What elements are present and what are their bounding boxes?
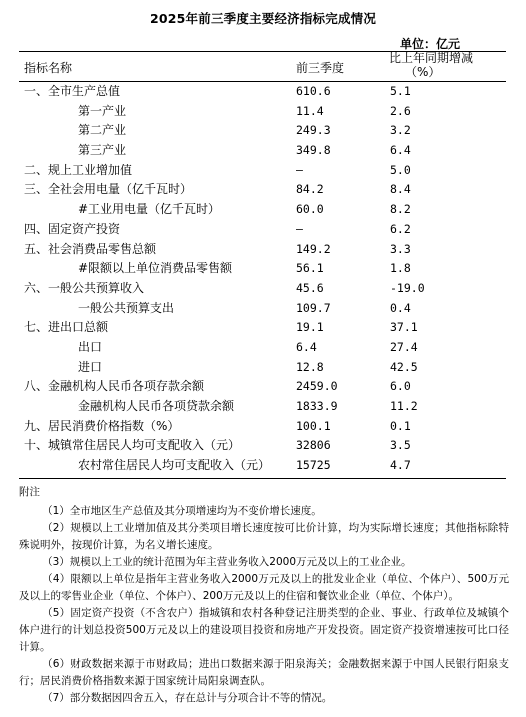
- row-value: 249.3: [296, 123, 331, 138]
- table-row: [0, 358, 526, 378]
- row-change: 8.2: [390, 202, 411, 217]
- row-name: 农村常住居民人均可支配收入（元）: [78, 458, 271, 473]
- row-change: 27.4: [390, 339, 418, 354]
- row-value: 19.1: [296, 320, 324, 335]
- row-value: 149.2: [296, 241, 331, 256]
- row-value: —: [296, 162, 303, 177]
- table-row: [0, 397, 526, 417]
- notes-section: [19, 482, 509, 707]
- row-value: 12.8: [296, 359, 324, 374]
- row-value: 84.2: [296, 182, 324, 197]
- note-item: （3）规模以上工业的统计范围为年主营业务收入2000万元及以上的工业企业。: [42, 556, 412, 568]
- note-item: （6）财政数据来源于市财政局；进出口数据来源于阳泉海关；金融数据来源于中国人民银行阳泉支行；居民消费价格指数来源于国家统计局阳泉调查队。: [19, 658, 509, 687]
- row-change: 3.5: [390, 438, 411, 453]
- table-row: [0, 377, 526, 397]
- table-row: [0, 82, 526, 102]
- row-name: 第一产业: [78, 103, 127, 118]
- row-value: 60.0: [296, 202, 324, 217]
- row-value: 32806: [296, 438, 331, 453]
- column-header-change-line1: 比上年同期增减: [389, 51, 474, 65]
- row-value: 45.6: [296, 280, 324, 295]
- row-name: 六、一般公共预算收入: [24, 280, 145, 295]
- row-change: 1.8: [390, 261, 411, 276]
- table-row: [0, 121, 526, 141]
- row-change: 6.4: [390, 143, 411, 158]
- row-value: 610.6: [296, 84, 331, 98]
- column-header-name: 指标名称: [24, 61, 73, 75]
- row-change: 5.1: [390, 84, 411, 98]
- row-name: 九、居民消费价格指数（%）: [24, 418, 180, 433]
- page-title: 2025年前三季度主要经济指标完成情况: [149, 11, 377, 26]
- column-header-change-line2: （%）: [405, 65, 441, 79]
- row-name: 出口: [78, 339, 103, 354]
- row-name: 十、城镇常住居民人均可支配收入（元）: [24, 438, 241, 453]
- table-row: [0, 141, 526, 161]
- row-value: 2459.0: [296, 379, 338, 394]
- row-change: 3.2: [390, 123, 411, 138]
- row-change: 3.3: [390, 241, 411, 256]
- table-row: [0, 456, 526, 476]
- table-row: [0, 318, 526, 338]
- note-item: （1）全市地区生产总值及其分项增速均为不变价增长速度。: [42, 505, 322, 517]
- table-row: [0, 279, 526, 299]
- column-header-change: [389, 51, 473, 79]
- table-row: [0, 102, 526, 122]
- row-name: 七、进出口总额: [24, 320, 109, 335]
- table-row: [0, 220, 526, 240]
- row-change: 2.6: [390, 103, 411, 118]
- table-row: [0, 417, 526, 437]
- row-name: #限额以上单位消费品零售额: [78, 261, 233, 276]
- row-change: 11.2: [390, 399, 418, 413]
- table-row: [0, 200, 526, 220]
- row-change: -19.0: [390, 280, 425, 295]
- table-bottom-rule: [19, 478, 506, 479]
- table-row: [0, 259, 526, 279]
- row-name: 一、全市生产总值: [24, 84, 121, 98]
- row-change: 0.1: [390, 418, 411, 433]
- row-change: 8.4: [390, 182, 411, 197]
- row-value: 1833.9: [296, 399, 338, 413]
- row-name: 二、规上工业增加值: [24, 162, 133, 177]
- table-row: [0, 180, 526, 200]
- row-change: 5.0: [390, 162, 411, 177]
- row-name: 八、金融机构人民币各项存款余额: [24, 379, 205, 394]
- row-value: 6.4: [296, 339, 317, 354]
- row-change: 0.4: [390, 300, 411, 315]
- table-row: [0, 240, 526, 260]
- table-row: [0, 299, 526, 319]
- row-name: #工业用电量（亿千瓦时）: [78, 202, 221, 217]
- row-name: 第三产业: [78, 143, 127, 158]
- row-change: 37.1: [390, 320, 418, 335]
- row-value: 100.1: [296, 418, 331, 433]
- table-row: [0, 338, 526, 358]
- unit-label: 单位：亿元: [399, 37, 460, 51]
- note-item: （4）限额以上单位是指年主营业务收入2000万元及以上的批发业企业（单位、个体户）、500万元及以上的零售业企业（单位、个体户）、200万元及以上的住宿和餐饮业企业（单位、个体户）。: [19, 573, 509, 602]
- column-header-value: 前三季度: [296, 61, 345, 75]
- row-name: 四、固定资产投资: [24, 221, 121, 236]
- row-value: 109.7: [296, 300, 331, 315]
- row-value: 56.1: [296, 261, 324, 276]
- row-change: 4.7: [390, 458, 411, 473]
- note-item: （7）部分数据因四舍五入，存在总计与分项合计不等的情况。: [42, 692, 333, 704]
- note-item: （2）规模以上工业增加值及其分类项目增长速度按可比价计算，均为实际增长速度；其他指标除特殊说明外，按现价计算，为名义增长速度。: [19, 522, 509, 551]
- row-name: 第二产业: [78, 123, 127, 138]
- row-value: 11.4: [296, 103, 324, 118]
- row-change: 6.2: [390, 221, 411, 236]
- row-value: —: [296, 221, 303, 236]
- notes-list: [19, 503, 509, 707]
- table-body: [0, 82, 526, 476]
- table-row: [0, 161, 526, 181]
- note-item: （5）固定资产投资（不含农户）指城镇和农村各种登记注册类型的企业、事业、行政单位及城镇个体户进行的计划总投资500万元及以上的建设项目投资和房地产开发投资。固定资产投资增速按可比口径计算。: [19, 607, 509, 653]
- row-name: 进口: [78, 359, 103, 374]
- row-value: 349.8: [296, 143, 331, 158]
- row-change: 6.0: [390, 379, 411, 394]
- table-row: [0, 436, 526, 456]
- row-name: 一般公共预算支出: [78, 300, 175, 315]
- row-name: 三、全社会用电量（亿千瓦时）: [24, 182, 193, 197]
- row-name: 五、社会消费品零售总额: [24, 241, 157, 256]
- notes-heading: 附注: [19, 486, 40, 498]
- row-value: 15725: [296, 458, 331, 473]
- row-name: 金融机构人民币各项贷款余额: [78, 399, 235, 413]
- row-change: 42.5: [390, 359, 418, 374]
